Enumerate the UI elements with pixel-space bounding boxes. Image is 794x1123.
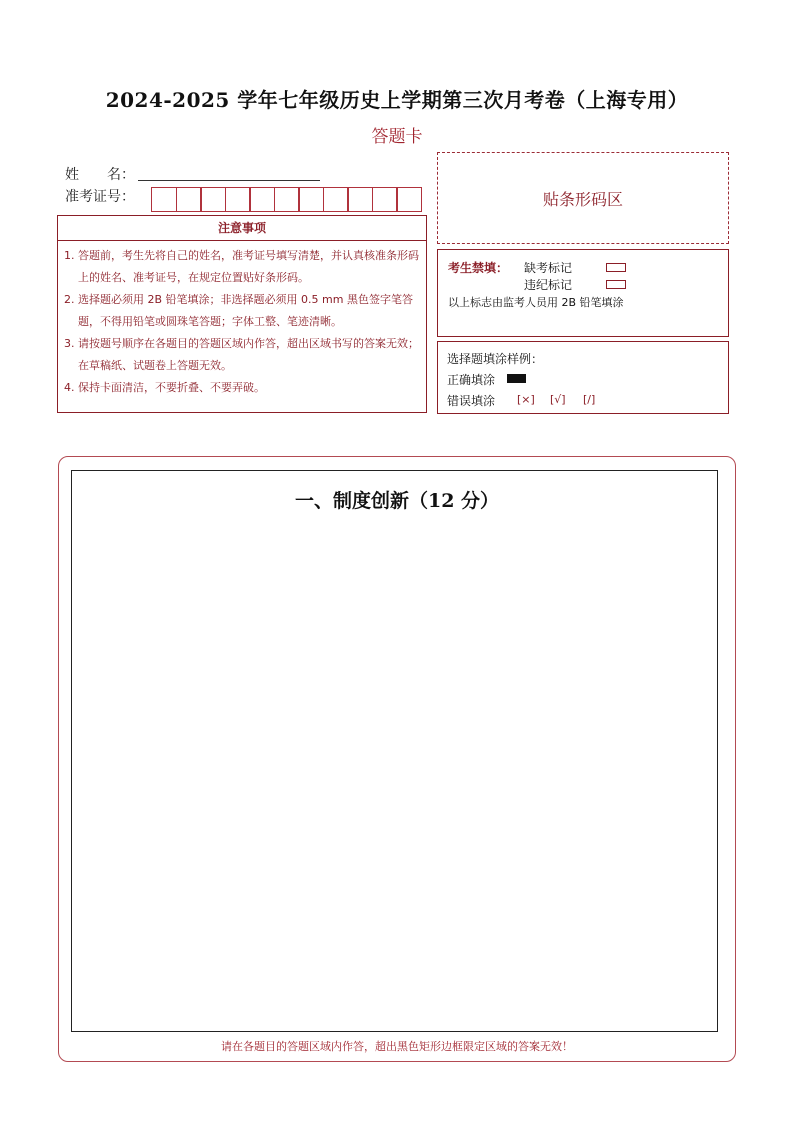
note-text: 答题前，考生先将自己的姓名，准考证号填写清楚，并认真核准条形码上的姓名、准考证号，在规定位置贴好条形码。 [78,249,419,284]
absent-mark-box[interactable] [606,263,626,272]
exam-id-digit-box[interactable] [323,187,349,212]
wrong-mark-slash: [/] [583,393,596,406]
filled-mark-icon [507,374,526,383]
fill-sample-heading: 选择题填涂样例： [447,352,544,366]
violation-mark-label: 违纪标记 [524,278,573,292]
answer-area-warning: 请在各题目的答题区域内作答，超出黑色矩形边框限定区域的答案无效！ [221,1040,573,1053]
wrong-fill-label: 错误填涂 [447,394,496,408]
exam-id-digit-box[interactable] [249,187,275,212]
name-label: 姓 名： [65,167,135,183]
exam-id-digit-box[interactable] [274,187,300,212]
section-title: 一、制度创新（12 分） [294,490,500,512]
exam-id-digit-box[interactable] [200,187,226,212]
note-item [64,289,420,333]
forbidden-panel [437,249,729,337]
note-number: 2. [64,293,75,306]
page-title: 2024-2025 学年七年级历史上学期第三次月考卷（上海专用） [105,88,689,112]
note-item [64,245,420,289]
answer-sheet-subtitle: 答题卡 [371,127,423,147]
exam-id-digit-box[interactable] [396,187,422,212]
forbidden-note: 以上标志由监考人员用 2B 铅笔填涂 [448,296,624,309]
exam-id-digit-box[interactable] [298,187,324,212]
absent-mark-label: 缺考标记 [524,261,573,275]
note-text: 请按题号顺序在各题目的答题区域内作答，超出区域书写的答案无效；在草稿纸、试题卷上答题无效。 [78,337,419,372]
note-text: 保持卡面清洁，不要折叠、不要弄破。 [78,381,265,394]
name-field[interactable] [138,180,320,181]
exam-id-digit-box[interactable] [372,187,398,212]
exam-id-label: 准考证号： [65,189,135,205]
exam-id-digit-box[interactable] [151,187,177,212]
wrong-mark-cross: [×] [517,393,535,406]
wrong-mark-check: [√] [550,393,566,406]
correct-fill-label: 正确填涂 [447,373,496,387]
exam-id-boxes[interactable] [151,187,421,212]
note-item [64,333,420,377]
note-text: 选择题必须用 2B 铅笔填涂；非选择题必须用 0.5 mm 黑色签字笔答题，不得用铅笔或圆珠笔答题；字体工整、笔迹清晰。 [78,293,413,328]
note-number: 3. [64,337,75,350]
exam-id-digit-box[interactable] [225,187,251,212]
note-number: 1. [64,249,75,262]
notes-list [58,241,426,399]
exam-id-digit-box[interactable] [176,187,202,212]
notes-heading: 注意事项 [58,216,426,241]
note-number: 4. [64,381,75,394]
violation-mark-box[interactable] [606,280,626,289]
barcode-label: 贴条形码区 [542,189,623,209]
answer-area[interactable] [71,470,718,1032]
exam-id-digit-box[interactable] [347,187,373,212]
fill-sample-panel [437,341,729,414]
barcode-area [437,152,729,244]
note-item [64,377,420,399]
forbidden-label: 考生禁填： [448,261,509,275]
notes-panel [57,215,427,413]
